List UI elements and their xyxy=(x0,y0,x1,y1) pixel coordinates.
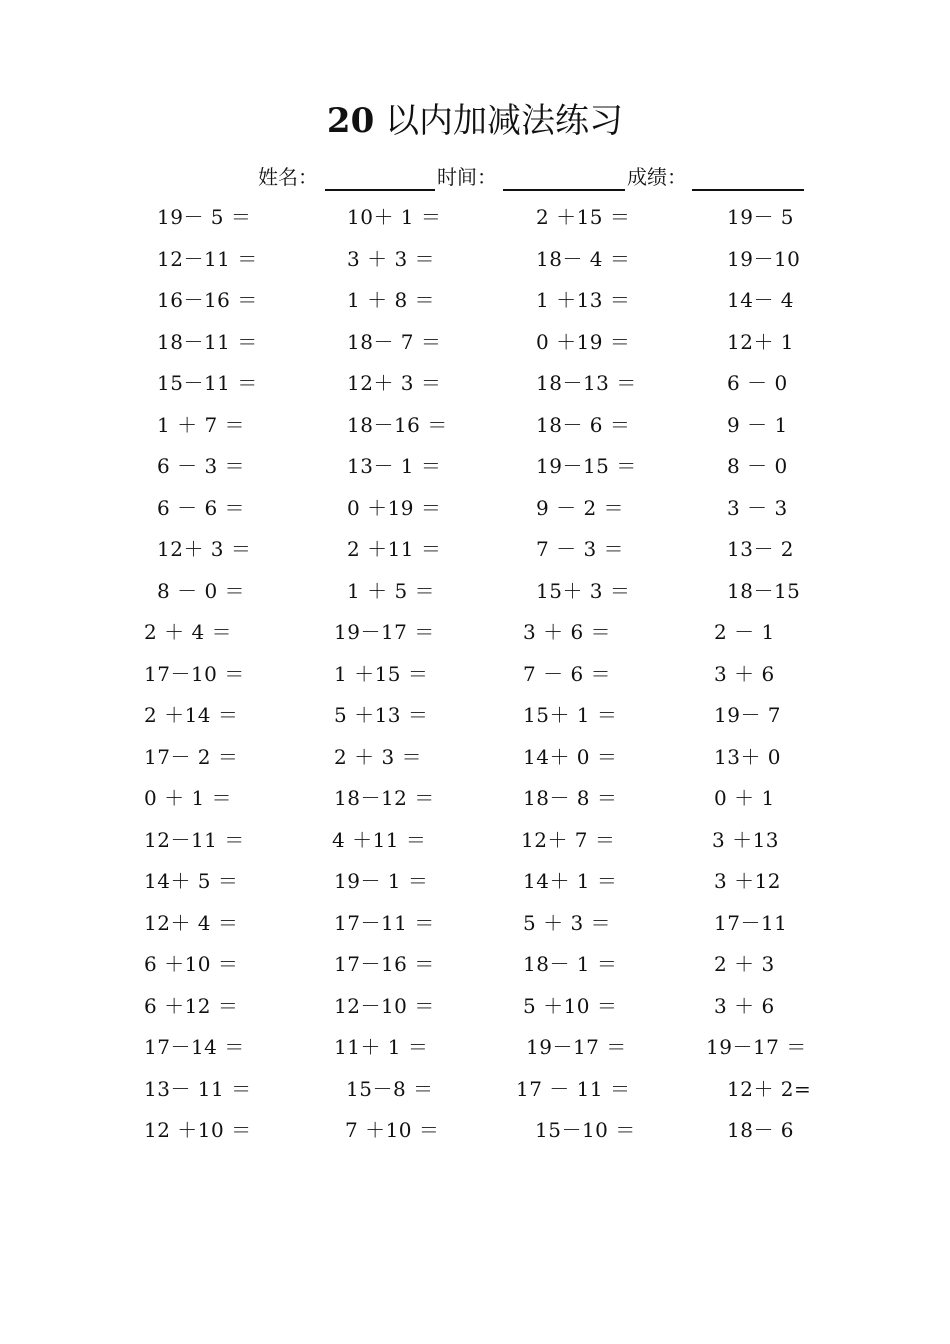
problem-item: 19－17 ＝ xyxy=(334,620,435,644)
problem-item: 0 ＋ 1 xyxy=(714,786,775,810)
title-text: 以内加减法练习 xyxy=(385,101,624,141)
problem-item: 9 － 2 ＝ xyxy=(536,495,625,520)
problem-item: 12－11 ＝ xyxy=(157,246,258,271)
problem-item: 11＋ 1 ＝ xyxy=(334,1035,429,1059)
problem-item: 18－12 ＝ xyxy=(334,786,435,810)
problem-item: 15＋ 3 ＝ xyxy=(536,578,631,603)
problem-item: 15＋ 1 ＝ xyxy=(523,703,618,727)
name-field-line[interactable] xyxy=(325,189,435,191)
problem-item: 3 ＋ 6 ＝ xyxy=(523,620,612,644)
problem-item: 5 ＋ 3 ＝ xyxy=(523,910,612,935)
problem-item: 18－ 8 ＝ xyxy=(523,786,618,810)
problem-item: 12＋ 2= xyxy=(727,1076,812,1101)
problem-item: 2 ＋15 ＝ xyxy=(536,205,631,229)
problem-item: 7 － 3 ＝ xyxy=(536,537,625,561)
problem-item: 19－15 ＝ xyxy=(536,454,637,478)
problem-item: 7 ＋10 ＝ xyxy=(345,1118,440,1142)
page-title xyxy=(0,96,950,146)
problem-item: 16－16 ＝ xyxy=(157,288,258,312)
problem-item: 14＋ 5 ＝ xyxy=(144,869,239,893)
problem-item: 12－10 ＝ xyxy=(334,993,435,1018)
student-info-row xyxy=(0,160,950,196)
problem-item: 18－15 xyxy=(727,578,801,603)
problem-item: 12＋ 7 ＝ xyxy=(521,827,616,852)
problem-item: 0 ＋19 ＝ xyxy=(347,495,442,520)
problem-item: 2 ＋ 3 ＝ xyxy=(334,744,423,769)
problem-item: 12 ＋10 ＝ xyxy=(144,1118,252,1142)
problem-item: 8 － 0 ＝ xyxy=(157,578,246,603)
problem-item: 4 ＋11 ＝ xyxy=(332,827,427,852)
problem-item: 2 ＋ 3 xyxy=(714,952,775,976)
problem-item: 19－10 xyxy=(727,246,801,271)
problem-item: 1 ＋13 ＝ xyxy=(536,288,631,312)
problem-item: 15－11 ＝ xyxy=(157,371,258,395)
problem-item: 19－ 5 ＝ xyxy=(157,205,252,229)
problem-item: 1 ＋15 ＝ xyxy=(334,661,429,686)
problem-item: 17 － 11 ＝ xyxy=(516,1076,631,1101)
problem-item: 1 ＋ 7 ＝ xyxy=(157,412,246,437)
problem-item: 19－ 7 xyxy=(714,703,782,727)
problem-item: 3 ＋12 xyxy=(714,869,782,893)
problem-item: 2 ＋ 4 ＝ xyxy=(144,620,233,644)
problem-item: 0 ＋19 ＝ xyxy=(536,329,631,354)
problem-item: 0 ＋ 1 ＝ xyxy=(144,786,233,810)
problem-item: 13－ 1 ＝ xyxy=(347,454,442,478)
problem-item: 1 ＋ 8 ＝ xyxy=(347,288,436,312)
problem-item: 10＋ 1 ＝ xyxy=(347,205,442,229)
problem-item: 3 － 3 xyxy=(727,495,788,520)
problem-item: 3 ＋13 xyxy=(712,827,780,852)
problem-item: 18－ 1 ＝ xyxy=(523,952,618,976)
problem-item: 12＋ 4 ＝ xyxy=(144,910,239,935)
score-field-line[interactable] xyxy=(692,189,804,191)
problem-item: 18－ 4 ＝ xyxy=(536,246,631,271)
problem-item: 3 ＋ 6 xyxy=(714,993,775,1018)
problem-item: 12＋ 3 ＝ xyxy=(157,537,252,561)
problem-item: 17－ 2 ＝ xyxy=(144,744,239,769)
problem-item: 18－ 6 xyxy=(727,1118,795,1142)
problem-item: 6 － 3 ＝ xyxy=(157,454,246,478)
problem-item: 19－17 ＝ xyxy=(706,1035,807,1059)
problem-item: 2 － 1 xyxy=(714,620,775,644)
problem-item: 8 － 0 xyxy=(727,454,788,478)
problem-item: 13＋ 0 xyxy=(714,744,782,769)
problem-item: 2 ＋14 ＝ xyxy=(144,703,239,727)
title-number: 20 xyxy=(326,101,375,141)
problem-item: 17－11 xyxy=(714,910,788,935)
problem-item: 5 ＋13 ＝ xyxy=(334,703,429,727)
problem-item: 18－ 7 ＝ xyxy=(347,329,442,354)
problem-item: 12＋ 3 ＝ xyxy=(347,371,442,395)
problem-item: 15－10 ＝ xyxy=(535,1118,636,1142)
problem-item: 19－ 5 xyxy=(727,205,795,229)
problem-item: 7 － 6 ＝ xyxy=(523,661,612,686)
problem-item: 18－16 ＝ xyxy=(347,412,448,437)
problem-item: 1 ＋ 5 ＝ xyxy=(347,578,436,603)
problem-item: 15－8 ＝ xyxy=(346,1076,434,1101)
problem-item: 18－ 6 ＝ xyxy=(536,412,631,437)
problem-grid xyxy=(0,195,950,1195)
time-label: 时间： xyxy=(437,165,497,189)
problem-item: 17－10 ＝ xyxy=(144,661,245,686)
name-label: 姓名： xyxy=(258,165,318,189)
problem-item: 6 ＋10 ＝ xyxy=(144,952,239,976)
problem-item: 6 － 0 xyxy=(727,371,788,395)
problem-item: 9 － 1 xyxy=(727,412,788,437)
problem-item: 2 ＋11 ＝ xyxy=(347,537,442,561)
problem-item: 13－ 2 xyxy=(727,537,795,561)
problem-item: 12－11 ＝ xyxy=(144,827,245,852)
problem-item: 12＋ 1 xyxy=(727,329,795,354)
problem-item: 6 － 6 ＝ xyxy=(157,495,246,520)
score-label: 成绩： xyxy=(627,165,687,189)
problem-item: 17－16 ＝ xyxy=(334,952,435,976)
problem-item: 13－ 11 ＝ xyxy=(144,1076,252,1101)
problem-item: 6 ＋12 ＝ xyxy=(144,993,239,1018)
problem-item: 3 ＋ 6 xyxy=(714,661,775,686)
problem-item: 14＋ 1 ＝ xyxy=(523,869,618,893)
problem-item: 17－14 ＝ xyxy=(144,1035,245,1059)
problem-item: 5 ＋10 ＝ xyxy=(523,993,618,1018)
problem-item: 19－17 ＝ xyxy=(526,1035,627,1059)
problem-item: 19－ 1 ＝ xyxy=(334,869,429,893)
problem-item: 14＋ 0 ＝ xyxy=(523,744,618,769)
time-field-line[interactable] xyxy=(503,189,625,191)
problem-item: 18－13 ＝ xyxy=(536,371,637,395)
problem-item: 18－11 ＝ xyxy=(157,329,258,354)
problem-item: 14－ 4 xyxy=(727,288,795,312)
problem-item: 3 ＋ 3 ＝ xyxy=(347,246,436,271)
problem-item: 17－11 ＝ xyxy=(334,910,435,935)
